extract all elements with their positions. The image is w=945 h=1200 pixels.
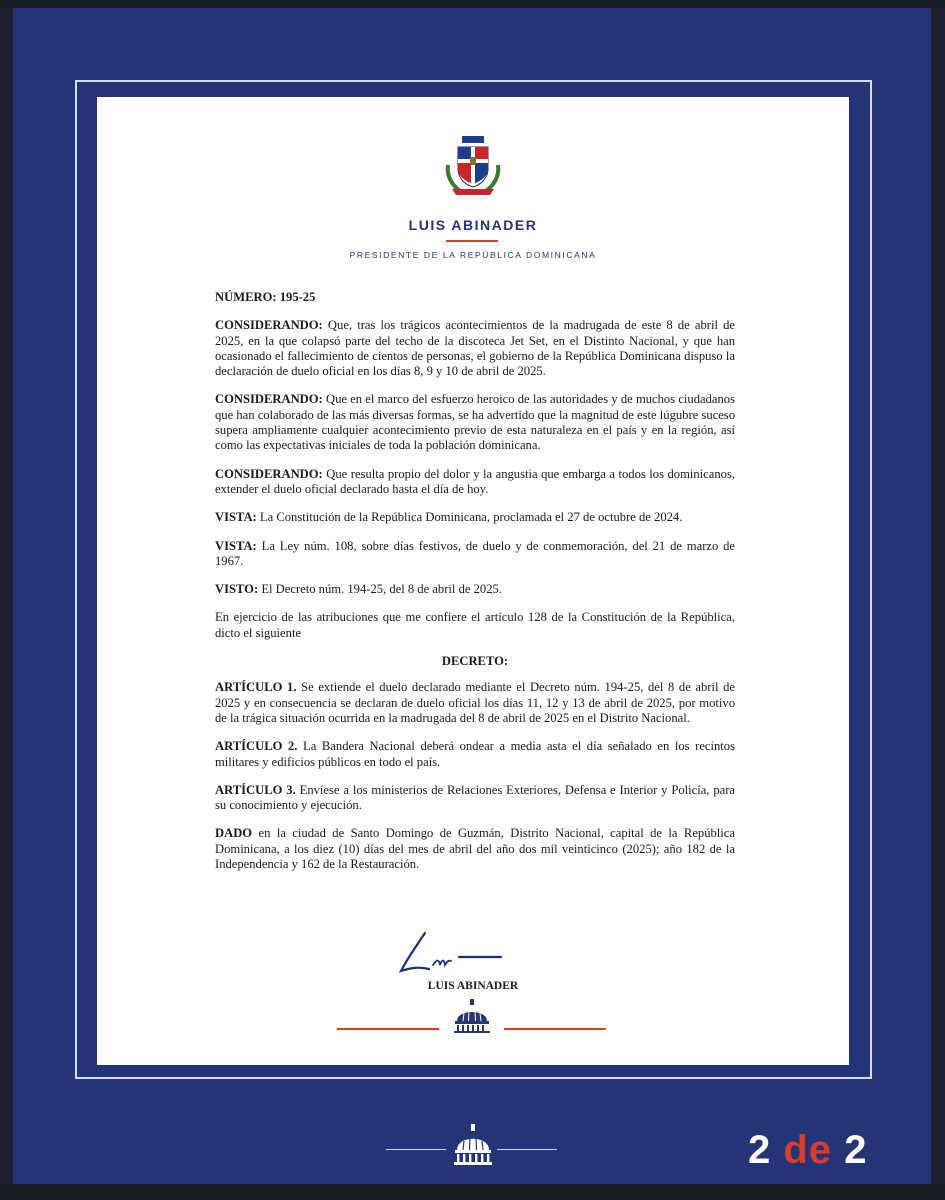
article-2-label: ARTÍCULO 2. (215, 739, 298, 754)
considerando-1-text: Que, tras los trágicos acontecimientos de la madrugada de este 8 de abril de 2025, en la que colapsó parte del techo de la discoteca Jet Set, en el Distinto Nacional, y que han ocasionado el fallecimiento de cientos de personas, el gobierno de la República Dominicana dispuso la declaración de duelo oficial en los días 8, 9 y 10 de abril de 2025. (215, 318, 736, 379)
coat-of-arms-icon (442, 135, 504, 197)
ejercicio-paragraph: En ejercicio de las atribuciones que me confiere el artículo 128 de la Constitución de la República, dicto el siguiente (215, 610, 735, 640)
article-3 (215, 783, 735, 814)
article-2-text: La Bandera Nacional deberá ondear a media asta el día señalado en los recintos militares y edificios públicos en todo el país. (215, 739, 735, 769)
letterhead-rule (446, 240, 498, 242)
considerando-1-label: CONSIDERANDO: (215, 318, 323, 333)
president-name: LUIS ABINADER (408, 217, 538, 233)
vista-1-text: La Constitución de la República Dominicana, proclamada el 27 de octubre de 2024. (259, 510, 683, 525)
president-title: PRESIDENTE DE LA REPÚBLICA DOMINICANA (349, 250, 597, 260)
considerando-3-text: Que resulta propio del dolor y la angustia que embarga a todos los dominicanos, extender el duelo oficial declarado hasta el día de hoy. (215, 466, 736, 496)
article-3-label: ARTÍCULO 3. (215, 782, 296, 797)
vista-1-label: VISTA: (215, 510, 257, 525)
number-label: NÚMERO: (215, 290, 277, 304)
bottom-rule-right (497, 1149, 557, 1150)
considerando-3-label: CONSIDERANDO: (215, 466, 323, 481)
article-1 (215, 680, 735, 726)
page-of: de (783, 1128, 833, 1172)
palace-dome-icon (452, 1124, 494, 1166)
article-1-text: Se extiende el duelo declarado mediante el Decreto núm. 194-25, del 8 de abril de 2025 y en consecuencia se declaran de duelo oficial los días 11, 12 y 13 de abril de 2025, por motivo de la trágica situación ocurrida en la madrugada del 8 de abril de 2025 en el Distrito Nacional. (215, 680, 735, 725)
dado-label: DADO (215, 826, 253, 841)
dado-paragraph (215, 826, 735, 872)
vista-2-text: La Ley núm. 108, sobre días festivos, de duelo y de conmemoración, del 21 de marzo de 1967. (215, 538, 736, 568)
visto (215, 582, 735, 597)
decree-number (215, 290, 735, 305)
considerando-3 (215, 467, 735, 498)
palace-dome-icon (451, 999, 493, 1033)
page-counter (748, 1128, 867, 1173)
article-3-text: Envíese a los ministerios de Relaciones Exteriores, Defensa e Interior y Policía, para su conocimiento y ejecución. (215, 782, 735, 813)
decree-body (215, 290, 735, 885)
top-bar (0, 0, 945, 8)
considerando-2-label: CONSIDERANDO: (215, 392, 323, 407)
vista-2-label: VISTA: (215, 538, 257, 553)
footer-rule-right (504, 1028, 606, 1030)
decree-page (97, 97, 849, 1065)
vista-1 (215, 510, 735, 525)
page-total: 2 (844, 1128, 868, 1172)
number-value: 195-25 (279, 290, 316, 304)
bottom-rule-left (386, 1149, 446, 1150)
article-2 (215, 739, 735, 770)
footer-rule-left (337, 1028, 439, 1030)
considerando-1 (215, 318, 735, 379)
considerando-2-text: Que en el marco del esfuerzo heroico de las autoridades y de muchos ciudadanos que han colaborado de las más diversas formas, se ha advertido que la magnitud de este lúgubre suceso supera ampliamente cualquier acontecimiento previo de esta naturaleza en el país y en la región, así como las expectativas iniciales de toda la población dominicana. (215, 392, 735, 453)
visto-text: El Decreto núm. 194-25, del 8 de abril de 2025. (261, 582, 502, 597)
considerando-2 (215, 392, 735, 453)
dado-text: en la ciudad de Santo Domingo de Guzmán, Distrito Nacional, capital de la República Dominicana, a los diez (10) días del mes de abril del año dos mil veinticinco (2025); año 182 de la Independencia y 162 de la Restauración. (215, 826, 735, 872)
signatory-name: LUIS ABINADER (427, 980, 519, 992)
visto-label: VISTO: (215, 582, 259, 597)
bottom-bar (0, 1184, 945, 1200)
page-current: 2 (748, 1128, 772, 1172)
decreto-heading: DECRETO: (441, 654, 509, 669)
article-1-label: ARTÍCULO 1. (215, 680, 297, 695)
vista-2 (215, 539, 735, 570)
signature-icon (393, 927, 513, 977)
